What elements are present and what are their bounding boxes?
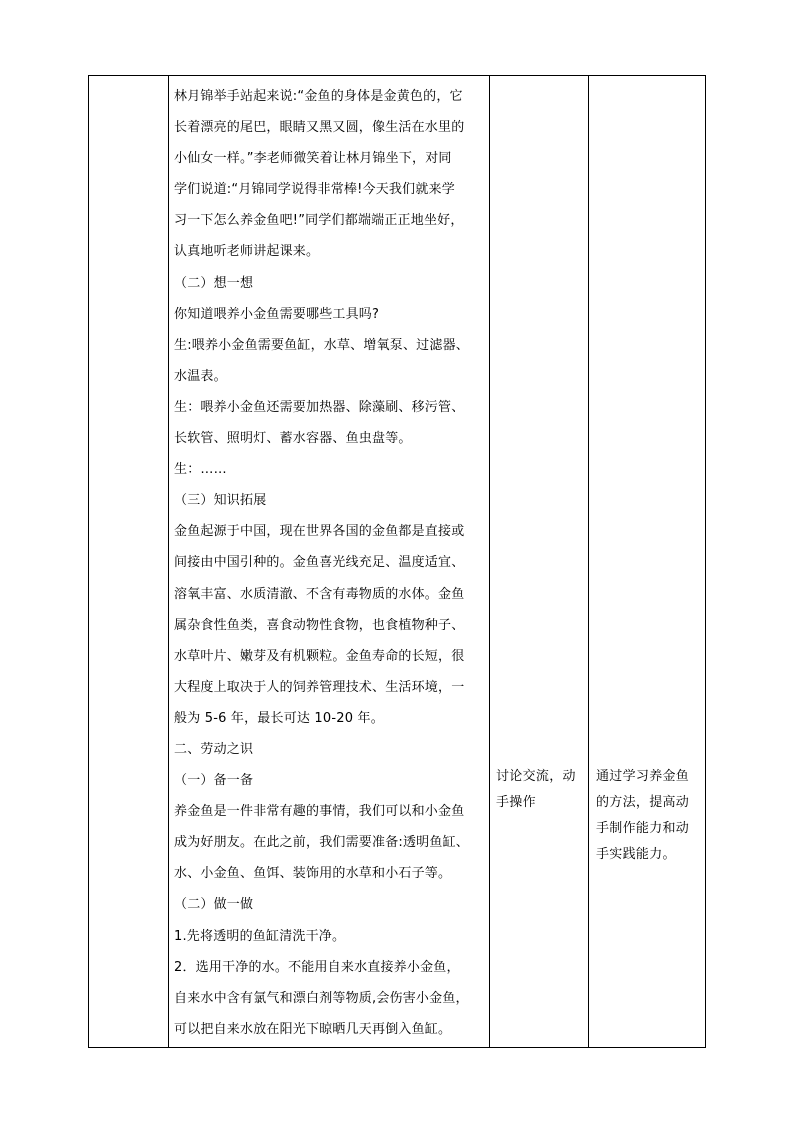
lesson-table	[88, 75, 706, 1048]
text-line: 属杂食性鱼类，喜食动物性食物，也食植物种子、	[174, 617, 465, 633]
text-line: 生：喂养小金鱼还需要加热器、除藻刷、移污管、	[174, 399, 465, 415]
student-activity-text	[496, 764, 584, 816]
text-line: 养金鱼是一件非常有趣的事情，我们可以和小金鱼	[174, 804, 465, 820]
teaching-process-text	[174, 81, 486, 1045]
text-line: 2．选用干净的水。不能用自来水直接养小金鱼，	[174, 959, 460, 975]
design-purpose-column	[589, 76, 705, 1047]
text-line: 林月锦举手站起来说:“金鱼的身体是金黄色的，它	[174, 89, 463, 104]
cell-text-line: 通过学习养金鱼	[596, 769, 690, 784]
text-line: 水、小金鱼、鱼饵、装饰用的水草和小石子等。	[174, 866, 452, 882]
text-line: 溶氧丰富、水质清澈、不含有毒物质的水体。金鱼	[174, 586, 465, 602]
text-line: 习一下怎么养金鱼吧!”同学们都端端正正地坐好，	[174, 213, 464, 229]
text-line: 长着漂亮的尾巴，眼睛又黑又圆，像生活在水里的	[174, 120, 465, 136]
text-line: （一）备一备	[174, 773, 254, 789]
cell-text-line: 手操作	[496, 795, 536, 810]
cell-text-line: 手实践能力。	[596, 847, 676, 862]
text-line: 金鱼起源于中国，现在世界各国的金鱼都是直接或	[174, 524, 465, 540]
text-line: 水温表。	[174, 368, 227, 384]
text-line: （三）知识拓展	[174, 493, 267, 509]
text-line: 学们说道:“月锦同学说得非常棒!今天我们就来学	[174, 182, 455, 198]
text-line: 般为 5-6 年，最长可达 10-20 年。	[174, 710, 384, 726]
text-line: 可以把自来水放在阳光下晾晒几天再倒入鱼缸。	[174, 1021, 452, 1037]
text-line: 小仙女一样。”李老师微笑着让林月锦坐下，对同	[174, 151, 452, 167]
text-line: 自来水中含有氯气和漂白剂等物质,会伤害小金鱼，	[174, 990, 469, 1006]
student-activity-column	[490, 76, 589, 1047]
text-line: 长软管、照明灯、蓄水容器、鱼虫盘等。	[174, 431, 412, 447]
text-line: 生：……	[174, 462, 227, 478]
stage-column	[89, 76, 169, 1047]
text-line: 间接由中国引种的。金鱼喜光线充足、温度适宜、	[174, 555, 465, 571]
text-line: 成为好朋友。在此之前，我们需要准备:透明鱼缸、	[174, 835, 469, 851]
text-line: 1.先将透明的鱼缸清洗干净。	[174, 928, 346, 944]
design-purpose-text	[596, 764, 702, 868]
cell-text-line: 讨论交流，动	[496, 769, 576, 784]
text-line: 你知道喂养小金鱼需要哪些工具吗?	[174, 306, 380, 322]
text-line: 生:喂养小金鱼需要鱼缸，水草、增氧泵、过滤器、	[174, 337, 469, 353]
text-line: 大程度上取决于人的饲养管理技术、生活环境，一	[174, 679, 465, 695]
cell-text-line: 的方法，提高动	[596, 795, 690, 810]
text-line: （二）做一做	[174, 897, 254, 913]
teaching-process-column	[169, 76, 490, 1047]
text-line: （二）想一想	[174, 275, 254, 291]
text-line: 水草叶片、嫩芽及有机颗粒。金鱼寿命的长短，很	[174, 648, 465, 664]
cell-text-line: 手制作能力和动	[596, 821, 690, 836]
text-line: 认真地听老师讲起课来。	[174, 244, 320, 260]
text-line: 二、劳动之识	[174, 741, 254, 757]
